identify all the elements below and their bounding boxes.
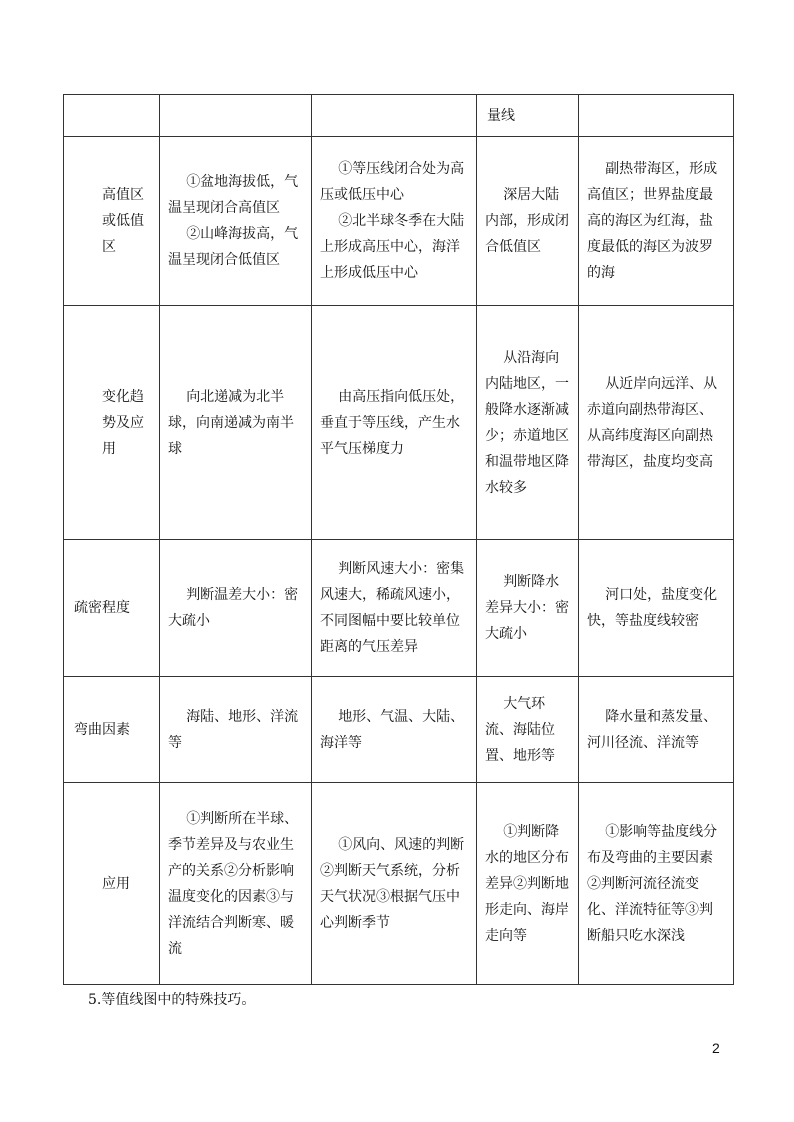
table-row — [64, 677, 734, 783]
table-row — [64, 783, 734, 985]
table-cell: ①风向、风速的判断②判断天气系统，分析天气状况③根据气压中心判断季节 — [312, 783, 477, 985]
table-cell — [160, 95, 312, 137]
row-label: 高值区或低值区 — [64, 137, 160, 306]
table-row — [64, 137, 734, 306]
row-label: 应用 — [64, 783, 160, 985]
table-row — [64, 540, 734, 677]
page-number: 2 — [712, 1040, 720, 1056]
table-cell: ①盆地海拔低，气温呈现闭合高值区 ②山峰海拔高，气温呈现闭合低值区 — [160, 137, 312, 306]
table-cell: 量线 — [477, 95, 579, 137]
row-label — [64, 95, 160, 137]
table-cell: 从近岸向远洋、从赤道向副热带海区、从高纬度海区向副热带海区，盐度均变高 — [579, 306, 734, 540]
table-cell: 判断温差大小：密大疏小 — [160, 540, 312, 677]
table-row — [64, 306, 734, 540]
table-cell: ①影响等盐度线分布及弯曲的主要因素②判断河流径流变化、洋流特征等③判断船只吃水深浅 — [579, 783, 734, 985]
section-heading: 5.等值线图中的特殊技巧。 — [88, 992, 256, 1008]
row-label: 弯曲因素 — [64, 677, 160, 783]
table-cell: 向北递减为北半球，向南递减为南半球 — [160, 306, 312, 540]
table-cell — [579, 95, 734, 137]
table-cell: 从沿海向内陆地区，一般降水逐渐减少；赤道地区和温带地区降水较多 — [477, 306, 579, 540]
table-cell: 判断降水差异大小：密大疏小 — [477, 540, 579, 677]
row-label: 疏密程度 — [64, 540, 160, 677]
table-cell: 判断风速大小：密集风速大，稀疏风速小，不同图幅中要比较单位距离的气压差异 — [312, 540, 477, 677]
table-cell: 河口处，盐度变化快，等盐度线较密 — [579, 540, 734, 677]
table-cell: 深居大陆内部，形成闭合低值区 — [477, 137, 579, 306]
comparison-table — [63, 94, 734, 985]
table-cell: 海陆、地形、洋流等 — [160, 677, 312, 783]
table-row — [64, 95, 734, 137]
table-cell: 降水量和蒸发量、河川径流、洋流等 — [579, 677, 734, 783]
table-cell: 由高压指向低压处，垂直于等压线，产生水平气压梯度力 — [312, 306, 477, 540]
row-label: 变化趋势及应用 — [64, 306, 160, 540]
table-cell: ①等压线闭合处为高压或低压中心 ②北半球冬季在大陆上形成高压中心，海洋上形成低压中心 — [312, 137, 477, 306]
table-cell — [312, 95, 477, 137]
table-cell: 副热带海区，形成高值区；世界盐度最高的海区为红海，盐度最低的海区为波罗的海 — [579, 137, 734, 306]
table-cell: 地形、气温、大陆、海洋等 — [312, 677, 477, 783]
table-cell: ①判断所在半球、季节差异及与农业生产的关系②分析影响温度变化的因素③与洋流结合判断寒、暖流 — [160, 783, 312, 985]
table-cell: 大气环流、海陆位置、地形等 — [477, 677, 579, 783]
table-cell: ①判断降水的地区分布差异②判断地形走向、海岸走向等 — [477, 783, 579, 985]
